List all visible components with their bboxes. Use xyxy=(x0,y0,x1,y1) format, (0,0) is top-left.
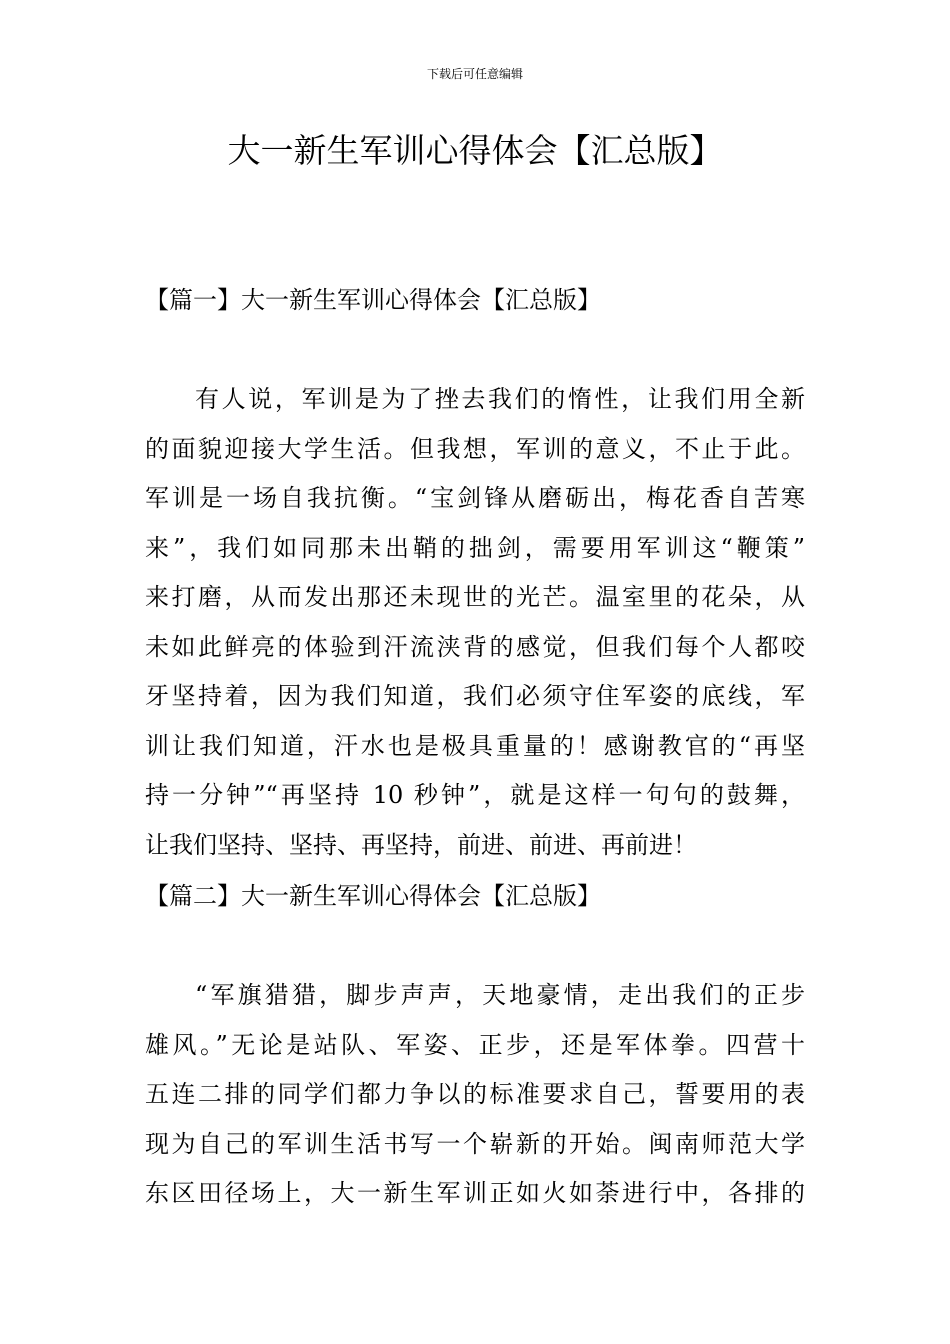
paragraph-line: 来”，我们如同那未出鞘的拙剑，需要用军训这“鞭策” xyxy=(145,533,805,562)
paragraph-line: 有人说，军训是为了挫去我们的惰性，让我们用全新 xyxy=(195,385,805,413)
paragraph-line: 东区田径场上，大一新生军训正如火如荼进行中，各排的 xyxy=(145,1179,805,1207)
paragraph-line: 训让我们知道，汗水也是极具重量的！感谢教官的“再坚 xyxy=(145,731,805,760)
paragraph-line: 雄风。”无论是站队、军姿、正步，还是军体拳。四营十 xyxy=(145,1030,805,1059)
paragraph-line: 军训是一场自我抗衡。“宝剑锋从磨砺出，梅花香自苦寒 xyxy=(145,484,805,512)
paragraph-line: 让我们坚持、坚持、再坚持，前进、前进、再前进！ xyxy=(145,830,697,859)
paragraph-line: 的面貌迎接大学生活。但我想，军训的意义，不止于此。 xyxy=(145,434,805,463)
section-heading-1: 【篇一】大一新生军训心得体会【汇总版】 xyxy=(145,286,601,314)
paragraph-line: 牙坚持着，因为我们知道，我们必须守住军姿的底线，军 xyxy=(145,682,805,710)
paragraph-line: 来打磨，从而发出那还未现世的光芒。温室里的花朵，从 xyxy=(145,583,805,611)
section-body-1 xyxy=(145,375,805,870)
paragraph-line: 现为自己的军训生活书写一个崭新的开始。闽南师范大学 xyxy=(145,1129,805,1158)
paragraph-line: 持一分钟”“再坚持 10 秒钟”，就是这样一句句的鼓舞， xyxy=(145,781,805,809)
header-note: 下载后可任意编辑 xyxy=(426,67,523,81)
paragraph-line: 五连二排的同学们都力争以的标准要求自己，誓要用的表 xyxy=(145,1080,805,1108)
document-title: 大一新生军训心得体会【汇总版】 xyxy=(227,131,723,170)
paragraph-line: 未如此鲜亮的体验到汗流浃背的感觉，但我们每个人都咬 xyxy=(145,632,805,661)
paragraph-line: “军旗猎猎，脚步声声，天地豪情，走出我们的正步 xyxy=(195,981,805,1009)
section-body-2 xyxy=(145,971,805,1219)
section-heading-2: 【篇二】大一新生军训心得体会【汇总版】 xyxy=(145,882,601,910)
